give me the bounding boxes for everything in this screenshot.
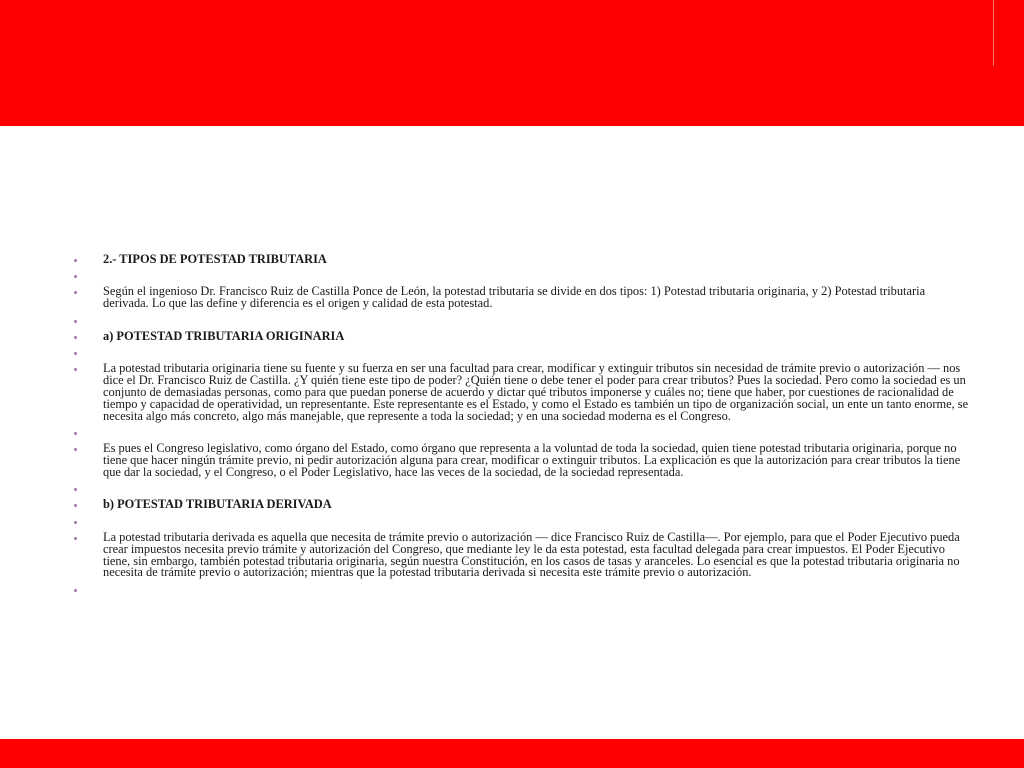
empty-bullet xyxy=(74,347,970,359)
header-divider xyxy=(993,0,994,66)
bullet-list xyxy=(74,254,970,600)
subsection-heading-originaria: a) POTESTAD TRIBUTARIA ORIGINARIA xyxy=(74,331,970,343)
paragraph: La potestad tributaria derivada es aquella que necesita de trámite previo o autorización — dice Francisco Ruiz de Castilla—. Por ejemplo, para que el Poder Ejecutivo pueda crear impuestos necesita previo trámite y autorización del Congreso, que mediante ley le da esta potestad, esta facultad delegada para crear impuestos. El Poder Ejecutivo tiene, sin embargo, también potestad tributaria originaria, según nuestra Constitución, en los casos de tasas y aranceles. Lo esencial es que la potestad tributaria originaria no necesita de trámite previo o autorización; mientras que la potestad tributaria derivada si necesita este trámite previo o autorización. xyxy=(74,532,970,580)
footer-band xyxy=(0,739,1024,768)
empty-bullet xyxy=(74,270,970,282)
empty-bullet xyxy=(74,483,970,495)
empty-bullet xyxy=(74,584,970,596)
paragraph: Según el ingenioso Dr. Francisco Ruiz de Castilla Ponce de León, la potestad tributaria se divide en dos tipos: 1) Potestad tributaria originaria, y 2) Potestad tributaria derivada. Lo que las define y diferencia es el origen y calidad de esta potestad. xyxy=(74,286,970,310)
empty-bullet xyxy=(74,516,970,528)
empty-bullet xyxy=(74,315,970,327)
section-heading: 2.- TIPOS DE POTESTAD TRIBUTARIA xyxy=(74,254,970,266)
paragraph: La potestad tributaria originaria tiene su fuente y su fuerza en ser una facultad para crear, modificar y extinguir tributos sin necesidad de trámite previo o autorización — nos dice el Dr. Francisco Ruiz de Castilla. ¿Y quién tiene este tipo de poder? ¿Quién tiene o debe tener el poder para crear tributos? Pues la sociedad. Pero como la sociedad es un conjunto de demasiadas personas, como para que puedan ponerse de acuerdo y dictar qué tributos imponerse y cuáles no; tiene que haber, por cuestiones de racionalidad de tiempo y capacidad de operatividad, un representante. Este representante es el Estado, y como el Estado es también un tipo de organización social, un ente un tanto enorme, se necesita algo más concreto, algo más manejable, que represente a toda la sociedad; y en una sociedad moderna es el Congreso. xyxy=(74,363,970,423)
paragraph: Es pues el Congreso legislativo, como órgano del Estado, como órgano que representa a la voluntad de toda la sociedad, quien tiene potestad tributaria originaria, porque no tiene que hacer ningún trámite previo, ni pedir autorización alguna para crear, modificar o extinguir tributos. La explicación es que la autorización para crear tributos la tiene que dar la sociedad, y el Congreso, o el Poder Legislativo, hace las veces de la sociedad, de la sociedad representada. xyxy=(74,443,970,479)
header-band xyxy=(0,0,1024,126)
subsection-heading-derivada: b) POTESTAD TRIBUTARIA DERIVADA xyxy=(74,499,970,511)
empty-bullet xyxy=(74,427,970,439)
